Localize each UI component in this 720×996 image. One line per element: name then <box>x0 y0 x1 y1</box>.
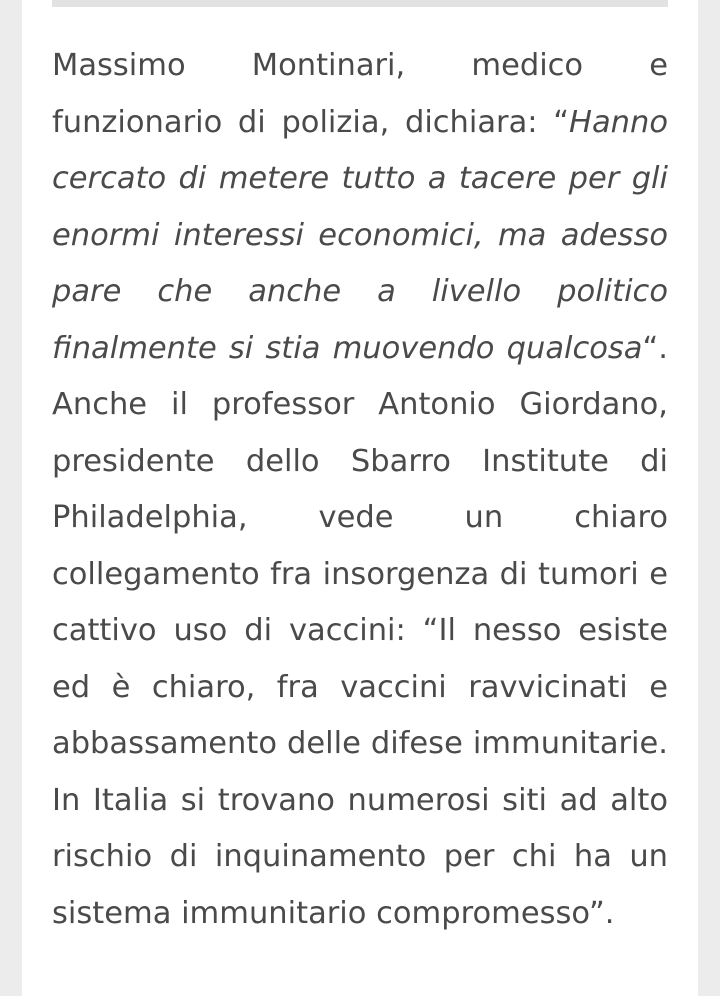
italic-quote: Hanno cercato di metere tutto a tacere per gli enormi interessi economici, ma adesso pare che anche a livello politico finalmente si stia muovendo qualcosa <box>52 104 668 366</box>
top-divider <box>52 0 668 7</box>
paragraph-continuation: “. Anche il professor Antonio Giordano, presidente dello Sbarro Institute di Philadelphia, vede un chiaro collegamento fra insorgenza di tumori e cattivo uso di vaccini: “Il nesso esiste ed è chiaro, fra vaccini ravvicinati e abbassamento delle difese immunitarie. In Italia si trovano numerosi siti ad alto rischio di inquinamento per chi ha un sistema immunitario compromesso”. <box>52 330 668 931</box>
article-page <box>22 0 698 996</box>
article-paragraph <box>52 38 668 942</box>
paragraph-intro: Massimo Montinari, medico e funzionario di polizia, dichiara: “ <box>52 48 668 140</box>
